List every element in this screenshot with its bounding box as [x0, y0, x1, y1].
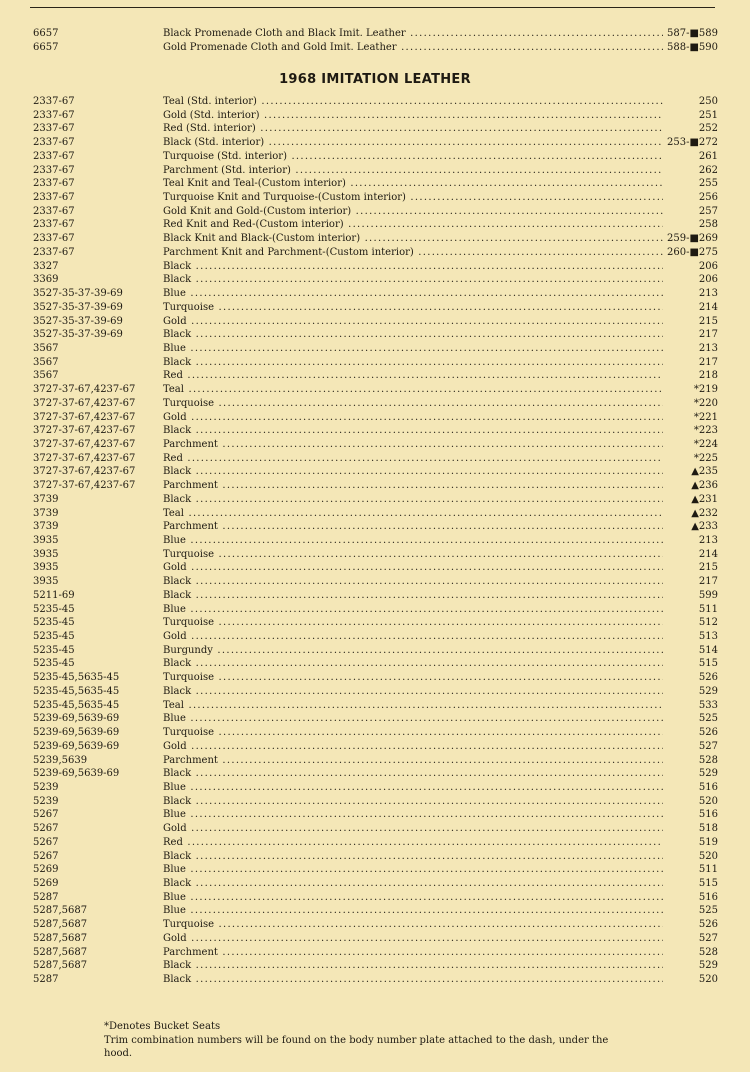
trim-description: Teal ..... — [163, 383, 663, 397]
trim-code: 3739 — [33, 507, 59, 519]
page-number: ▲233 — [688, 520, 718, 534]
table-row — [0, 301, 750, 315]
table-row — [0, 534, 750, 548]
trim-code: 2337-67 — [33, 123, 75, 135]
trim-code: 5287 — [33, 891, 59, 903]
trim-code: 3727-37-67,4237-67 — [33, 425, 136, 437]
table-row — [0, 273, 750, 287]
table-row — [0, 246, 750, 260]
table-row — [0, 795, 750, 809]
trim-description: Turquoise (Std. interior) ..... — [163, 150, 663, 164]
trim-description: Black ..... — [163, 424, 663, 438]
trim-description: Parchment (Std. interior) ..... — [163, 164, 663, 178]
page-number: 213 — [696, 534, 718, 548]
trim-description: Turquoise ..... — [163, 726, 663, 740]
table-row — [0, 136, 750, 150]
trim-code: 5269 — [33, 877, 59, 889]
trim-description: Parchment ..... — [163, 479, 663, 493]
table-row — [0, 520, 750, 534]
page-number: 213 — [696, 342, 718, 356]
table-row — [0, 575, 750, 589]
trim-code: 5239,5639 — [33, 754, 88, 766]
page-number: 217 — [696, 356, 718, 370]
page-number: 206 — [696, 260, 718, 274]
trim-description: Turquoise ..... — [163, 671, 663, 685]
trim-code: 3739 — [33, 521, 59, 533]
trim-code: 3527-35-37-39-69 — [33, 329, 123, 341]
page-number: 515 — [696, 657, 718, 671]
table-row — [0, 342, 750, 356]
table-row — [0, 561, 750, 575]
table-row — [0, 177, 750, 191]
table-row — [0, 424, 750, 438]
trim-code: 5211-69 — [33, 589, 75, 601]
page-number: 529 — [696, 959, 718, 973]
table-row — [0, 465, 750, 479]
trim-description: Black ..... — [163, 959, 663, 973]
trim-description: Black ..... — [163, 465, 663, 479]
table-row — [0, 109, 750, 123]
page-number: ▲235 — [688, 465, 718, 479]
trim-description: Teal ..... — [163, 507, 663, 521]
trim-description: Red ..... — [163, 369, 663, 383]
table-row — [0, 438, 750, 452]
trim-location-note: Trim combination numbers will be found on the body number plate attached to the dash, under the hood. — [104, 1034, 609, 1059]
trim-code: 2337-67 — [33, 109, 75, 121]
page-number: 533 — [696, 699, 718, 713]
trim-code: 2337-67 — [33, 219, 75, 231]
trim-description: Turquoise ..... — [163, 616, 663, 630]
page-number: 258 — [696, 218, 718, 232]
page-number: 250 — [696, 95, 718, 109]
table-row — [0, 918, 750, 932]
trim-code: 2337-67 — [33, 137, 75, 149]
page-number: 525 — [696, 712, 718, 726]
page-number: *224 — [691, 438, 718, 452]
trim-table — [0, 95, 750, 987]
page-number: *225 — [691, 452, 718, 466]
trim-code: 5235-45,5635-45 — [33, 699, 120, 711]
trim-code: 5239-69,5639-69 — [33, 768, 120, 780]
page-number: 520 — [696, 973, 718, 987]
table-row — [0, 122, 750, 136]
page-number: 514 — [696, 644, 718, 658]
table-row — [0, 479, 750, 493]
table-row — [0, 548, 750, 562]
trim-description: Black ..... — [163, 877, 663, 891]
trim-code: 3567 — [33, 342, 59, 354]
page-number: 520 — [696, 795, 718, 809]
trim-code: 2337-67 — [33, 233, 75, 245]
trim-code: 3727-37-67,4237-67 — [33, 480, 136, 492]
trim-description: Turquoise Knit and Turquoise-(Custom interior) ..... — [163, 191, 663, 205]
table-row — [0, 356, 750, 370]
page-number: 587-■589 — [664, 27, 718, 41]
table-row — [0, 767, 750, 781]
page-number: 214 — [696, 548, 718, 562]
trim-description: Turquoise ..... — [163, 397, 663, 411]
trim-description: Gold ..... — [163, 561, 663, 575]
table-row — [0, 891, 750, 905]
page-number: 259-■269 — [664, 232, 718, 246]
table-row — [0, 616, 750, 630]
page-number: 526 — [696, 726, 718, 740]
page-number: 255 — [696, 177, 718, 191]
page-number: 214 — [696, 301, 718, 315]
trim-code: 5239-69,5639-69 — [33, 713, 120, 725]
trim-description: Black ..... — [163, 328, 663, 342]
top-table — [0, 27, 750, 54]
trim-description: Black ..... — [163, 850, 663, 864]
table-row — [0, 411, 750, 425]
trim-code: 3727-37-67,4237-67 — [33, 438, 136, 450]
page-number: 529 — [696, 685, 718, 699]
table-row — [0, 740, 750, 754]
table-row — [0, 863, 750, 877]
table-row — [0, 95, 750, 109]
table-row — [0, 287, 750, 301]
trim-code: 2337-67 — [33, 205, 75, 217]
table-row — [0, 493, 750, 507]
trim-code: 5235-45,5635-45 — [33, 685, 120, 697]
trim-description: Blue ..... — [163, 891, 663, 905]
table-row — [0, 699, 750, 713]
page-number: 515 — [696, 877, 718, 891]
page-number: 599 — [696, 589, 718, 603]
page-number: *219 — [691, 383, 718, 397]
table-row — [0, 671, 750, 685]
table-row — [0, 589, 750, 603]
page-number: 218 — [696, 369, 718, 383]
trim-description: Gold ..... — [163, 822, 663, 836]
trim-description: Gold ..... — [163, 630, 663, 644]
trim-description: Black ..... — [163, 795, 663, 809]
trim-code: 3727-37-67,4237-67 — [33, 397, 136, 409]
table-row — [0, 877, 750, 891]
trim-description: Parchment ..... — [163, 754, 663, 768]
trim-code: 5267 — [33, 809, 59, 821]
table-row — [0, 164, 750, 178]
table-row — [0, 260, 750, 274]
page-number: 516 — [696, 808, 718, 822]
trim-description: Teal ..... — [163, 699, 663, 713]
trim-description: Black Knit and Black-(Custom interior) ..... — [163, 232, 663, 246]
trim-description: Blue ..... — [163, 863, 663, 877]
trim-code: 5239-69,5639-69 — [33, 727, 120, 739]
page-number: 518 — [696, 822, 718, 836]
trim-code: 2337-67 — [33, 150, 75, 162]
trim-code: 3727-37-67,4237-67 — [33, 384, 136, 396]
trim-description: Black ..... — [163, 685, 663, 699]
trim-code: 6657 — [33, 41, 59, 53]
table-row — [0, 712, 750, 726]
bucket-seat-note: *Denotes Bucket Seats — [104, 1021, 221, 1032]
page-number: 527 — [696, 932, 718, 946]
page-number: *223 — [691, 424, 718, 438]
section-title: 1968 IMITATION LEATHER — [279, 72, 471, 87]
trim-code: 5267 — [33, 850, 59, 862]
trim-description: Blue ..... — [163, 342, 663, 356]
trim-code: 5235-45 — [33, 617, 75, 629]
trim-description: Gold Promenade Cloth and Gold Imit. Leather ..... — [163, 41, 663, 55]
trim-description: Parchment ..... — [163, 438, 663, 452]
page-number: 519 — [696, 836, 718, 850]
page-number: 206 — [696, 273, 718, 287]
trim-code: 5287,5687 — [33, 960, 88, 972]
page-number: 257 — [696, 205, 718, 219]
page-number: 520 — [696, 850, 718, 864]
page-number: 256 — [696, 191, 718, 205]
trim-code: 5235-45 — [33, 644, 75, 656]
page-number: 252 — [696, 122, 718, 136]
trim-description: Gold ..... — [163, 315, 663, 329]
trim-code: 3527-35-37-39-69 — [33, 315, 123, 327]
trim-code: 2337-67 — [33, 192, 75, 204]
table-row — [0, 27, 750, 41]
table-row — [0, 150, 750, 164]
trim-description: Gold ..... — [163, 740, 663, 754]
table-row — [0, 218, 750, 232]
trim-description: Burgundy ..... — [163, 644, 663, 658]
trim-code: 3935 — [33, 562, 59, 574]
page-number: 512 — [696, 616, 718, 630]
page-number: 262 — [696, 164, 718, 178]
trim-code: 5235-45 — [33, 631, 75, 643]
page-number: 215 — [696, 561, 718, 575]
page-number: ▲231 — [688, 493, 718, 507]
table-row — [0, 904, 750, 918]
trim-description: Blue ..... — [163, 904, 663, 918]
trim-code: 5287,5687 — [33, 946, 88, 958]
trim-description: Black ..... — [163, 973, 663, 987]
trim-description: Black (Std. interior) ..... — [163, 136, 663, 150]
trim-code: 3935 — [33, 576, 59, 588]
page-number: 260-■275 — [664, 246, 718, 260]
trim-description: Black ..... — [163, 575, 663, 589]
trim-description: Teal Knit and Teal-(Custom interior) ..... — [163, 177, 663, 191]
trim-code: 3727-37-67,4237-67 — [33, 411, 136, 423]
trim-description: Parchment Knit and Parchment-(Custom interior) ..... — [163, 246, 663, 260]
table-row — [0, 781, 750, 795]
trim-code: 5267 — [33, 836, 59, 848]
page-number: 253-■272 — [664, 136, 718, 150]
trim-description: Blue ..... — [163, 712, 663, 726]
table-row — [0, 754, 750, 768]
table-row — [0, 726, 750, 740]
page-number: 511 — [696, 863, 718, 877]
trim-code: 5239-69,5639-69 — [33, 740, 120, 752]
trim-description: Blue ..... — [163, 781, 663, 795]
page-number: 511 — [696, 603, 718, 617]
page-number: 526 — [696, 671, 718, 685]
trim-description: Red Knit and Red-(Custom interior) ..... — [163, 218, 663, 232]
page-number: 588-■590 — [664, 41, 718, 55]
trim-description: Blue ..... — [163, 534, 663, 548]
page-number: 217 — [696, 575, 718, 589]
page-number: 528 — [696, 946, 718, 960]
trim-description: Gold ..... — [163, 932, 663, 946]
page-number: *220 — [691, 397, 718, 411]
trim-code: 2337-67 — [33, 178, 75, 190]
trim-description: Blue ..... — [163, 287, 663, 301]
table-row — [0, 328, 750, 342]
trim-description: Blue ..... — [163, 808, 663, 822]
trim-code: 5239 — [33, 781, 59, 793]
table-row — [0, 808, 750, 822]
table-row — [0, 41, 750, 55]
table-row — [0, 850, 750, 864]
table-row — [0, 315, 750, 329]
table-row — [0, 630, 750, 644]
table-row — [0, 191, 750, 205]
trim-code: 2337-67 — [33, 164, 75, 176]
trim-description: Gold Knit and Gold-(Custom interior) ..... — [163, 205, 663, 219]
table-row — [0, 232, 750, 246]
trim-code: 3567 — [33, 370, 59, 382]
table-row — [0, 822, 750, 836]
trim-description: Black ..... — [163, 767, 663, 781]
top-rule — [30, 7, 715, 8]
table-row — [0, 973, 750, 987]
trim-description: Parchment ..... — [163, 520, 663, 534]
page-number: 526 — [696, 918, 718, 932]
page-number: 529 — [696, 767, 718, 781]
page-number: 217 — [696, 328, 718, 342]
trim-code: 3739 — [33, 493, 59, 505]
trim-code: 6657 — [33, 28, 59, 39]
table-row — [0, 205, 750, 219]
page-number: 527 — [696, 740, 718, 754]
page-number: ▲232 — [688, 507, 718, 521]
trim-description: Parchment ..... — [163, 946, 663, 960]
trim-description: Black ..... — [163, 589, 663, 603]
table-row — [0, 959, 750, 973]
table-row — [0, 397, 750, 411]
page-number: 261 — [696, 150, 718, 164]
page-number: 525 — [696, 904, 718, 918]
trim-code: 5269 — [33, 864, 59, 876]
table-row — [0, 452, 750, 466]
page-number: 516 — [696, 891, 718, 905]
trim-code: 3935 — [33, 535, 59, 546]
trim-code: 5287,5687 — [33, 905, 88, 917]
page-number: ▲236 — [688, 479, 718, 493]
trim-code: 5287,5687 — [33, 919, 88, 931]
trim-code: 3527-35-37-39-69 — [33, 301, 123, 313]
trim-code: 2337-67 — [33, 246, 75, 258]
page-number: 213 — [696, 287, 718, 301]
trim-description: Black ..... — [163, 273, 663, 287]
trim-code: 3527-35-37-39-69 — [33, 288, 123, 300]
trim-code: 5235-45 — [33, 603, 75, 615]
trim-description: Teal (Std. interior) ..... — [163, 95, 663, 109]
trim-description: Red ..... — [163, 452, 663, 466]
table-row — [0, 383, 750, 397]
trim-code: 5287 — [33, 974, 59, 985]
table-row — [0, 507, 750, 521]
trim-description: Turquoise ..... — [163, 548, 663, 562]
trim-code: 5235-45,5635-45 — [33, 672, 120, 684]
page-number: 251 — [696, 109, 718, 123]
table-row — [0, 932, 750, 946]
trim-description: Red (Std. interior) ..... — [163, 122, 663, 136]
trim-description: Gold (Std. interior) ..... — [163, 109, 663, 123]
trim-code: 3369 — [33, 274, 59, 286]
page-number: 516 — [696, 781, 718, 795]
footnotes — [104, 1020, 624, 1061]
trim-description: Turquoise ..... — [163, 301, 663, 315]
trim-code: 3327 — [33, 260, 59, 272]
trim-code: 2337-67 — [33, 96, 75, 107]
trim-code: 3727-37-67,4237-67 — [33, 452, 136, 464]
trim-description: Black Promenade Cloth and Black Imit. Leather ..... — [163, 27, 663, 41]
page-number: 528 — [696, 754, 718, 768]
trim-code: 5235-45 — [33, 658, 75, 670]
trim-code: 3727-37-67,4237-67 — [33, 466, 136, 478]
trim-description: Red ..... — [163, 836, 663, 850]
trim-description: Gold ..... — [163, 411, 663, 425]
table-row — [0, 685, 750, 699]
page-number: 513 — [696, 630, 718, 644]
trim-description: Black ..... — [163, 493, 663, 507]
trim-description: Black ..... — [163, 356, 663, 370]
table-row — [0, 644, 750, 658]
trim-description: Black ..... — [163, 657, 663, 671]
trim-code: 5239 — [33, 795, 59, 807]
trim-description: Blue ..... — [163, 603, 663, 617]
table-row — [0, 603, 750, 617]
trim-description: Black ..... — [163, 260, 663, 274]
trim-code: 3567 — [33, 356, 59, 368]
trim-code: 5267 — [33, 823, 59, 835]
table-row — [0, 369, 750, 383]
trim-description: Turquoise ..... — [163, 918, 663, 932]
table-row — [0, 657, 750, 671]
page-number: *221 — [691, 411, 718, 425]
trim-code: 3935 — [33, 548, 59, 560]
table-row — [0, 836, 750, 850]
page-number: 215 — [696, 315, 718, 329]
trim-code: 5287,5687 — [33, 932, 88, 944]
table-row — [0, 946, 750, 960]
